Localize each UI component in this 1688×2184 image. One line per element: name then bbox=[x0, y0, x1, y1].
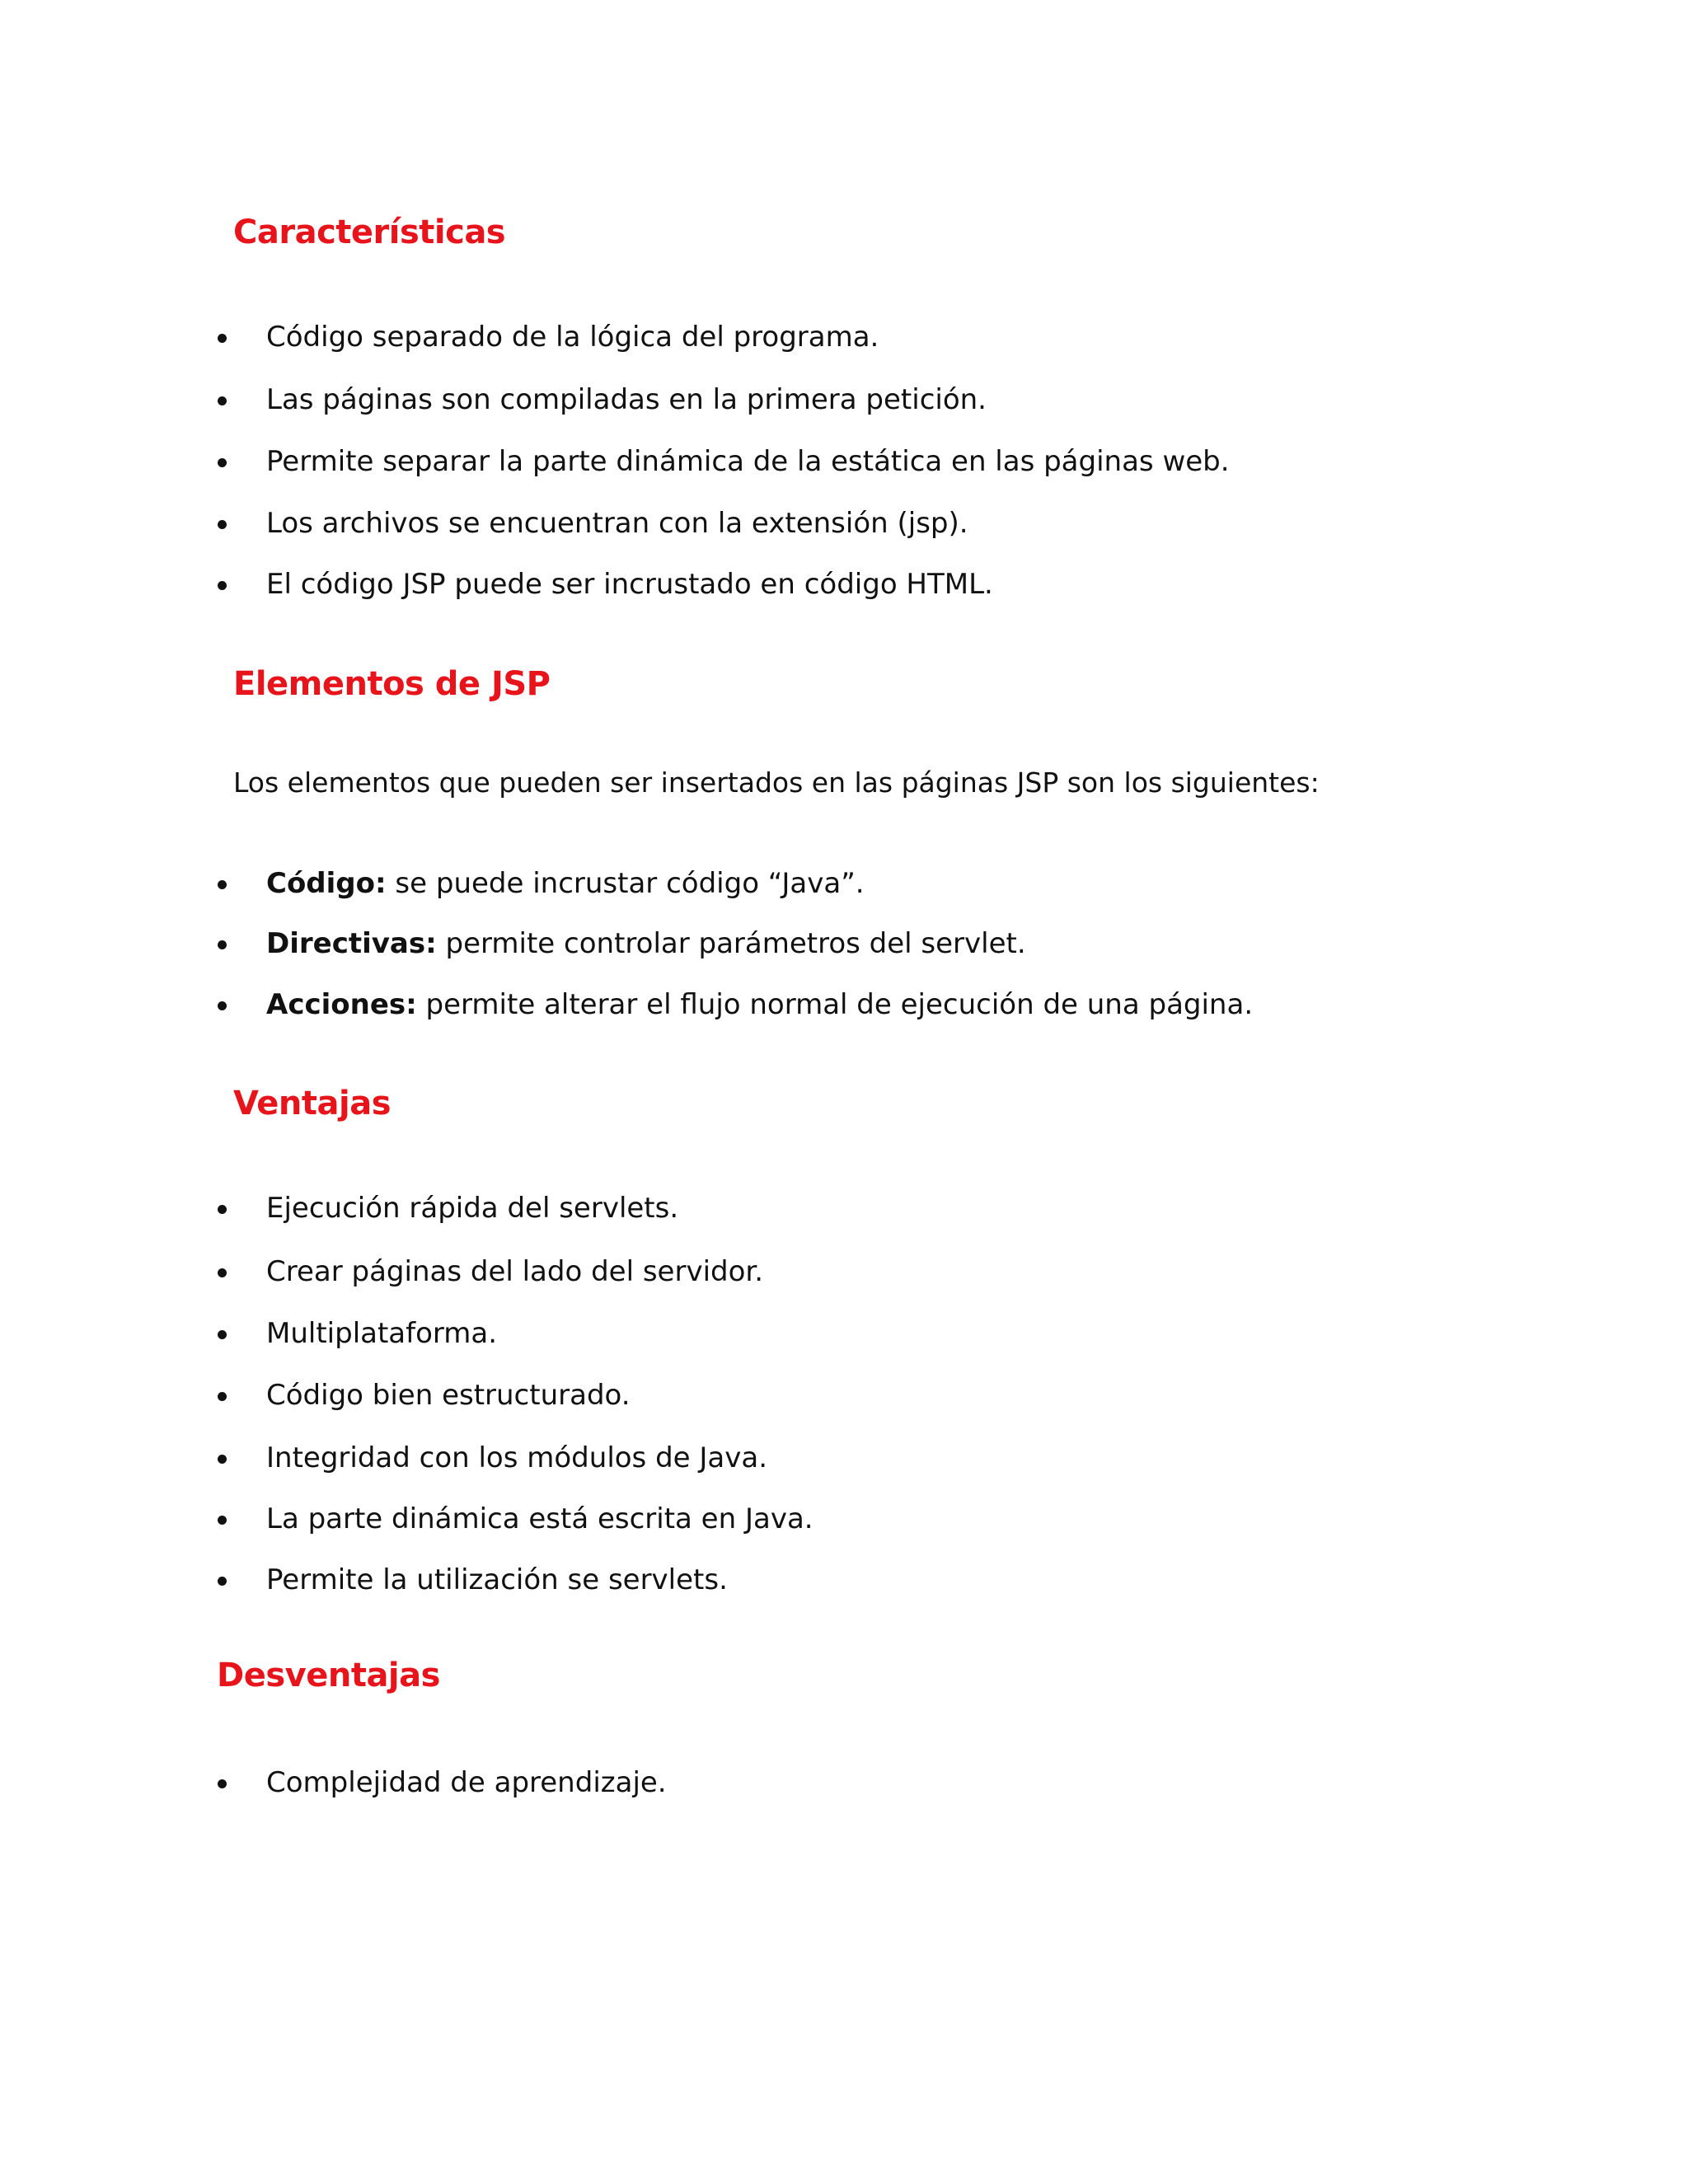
list-item-text: Ejecución rápida del servlets. bbox=[266, 1192, 679, 1225]
list-item-text: Los archivos se encuentran con la extensión (jsp). bbox=[266, 507, 968, 540]
list-item-text: El código JSP puede ser incrustado en código HTML. bbox=[266, 568, 993, 601]
bullet-icon bbox=[218, 1205, 227, 1214]
list-item-text: Permite la utilización se servlets. bbox=[266, 1563, 728, 1596]
term-description: se puede incrustar código “Java”. bbox=[386, 867, 865, 900]
term-label: Código: bbox=[266, 867, 387, 900]
list-item-text bbox=[266, 988, 1254, 1021]
bullet-icon bbox=[218, 396, 227, 405]
bullet-icon bbox=[218, 1268, 227, 1277]
list-item-text: La parte dinámica está escrita en Java. bbox=[266, 1502, 814, 1535]
list-item-text: Crear páginas del lado del servidor. bbox=[266, 1255, 764, 1288]
list-item-text: Código bien estructurado. bbox=[266, 1379, 631, 1412]
heading-desventajas: Desventajas bbox=[217, 1657, 440, 1694]
bullet-icon bbox=[218, 458, 227, 467]
heading-elementos: Elementos de JSP bbox=[233, 665, 551, 703]
bullet-icon bbox=[218, 581, 227, 590]
bullet-icon bbox=[218, 520, 227, 529]
list-item-text: Código separado de la lógica del programa. bbox=[266, 321, 879, 354]
bullet-icon bbox=[218, 1516, 227, 1525]
term-description: permite controlar parámetros del servlet. bbox=[436, 927, 1026, 960]
list-item-text: Complejidad de aprendizaje. bbox=[266, 1766, 667, 1799]
term-description: permite alterar el flujo normal de ejecución de una página. bbox=[416, 988, 1254, 1021]
bullet-icon bbox=[218, 1392, 227, 1401]
bullet-icon bbox=[218, 880, 227, 889]
list-item-text: Multiplataforma. bbox=[266, 1317, 498, 1350]
list-item-text: Las páginas son compiladas en la primera petición. bbox=[266, 383, 987, 416]
bullet-icon bbox=[218, 1001, 227, 1010]
list-item-text: Integridad con los módulos de Java. bbox=[266, 1441, 768, 1474]
bullet-icon bbox=[218, 334, 227, 343]
bullet-icon bbox=[218, 1330, 227, 1339]
term-label: Acciones: bbox=[266, 988, 417, 1021]
heading-ventajas: Ventajas bbox=[233, 1085, 391, 1122]
list-item-text: Permite separar la parte dinámica de la estática en las páginas web. bbox=[266, 445, 1230, 478]
bullet-icon bbox=[218, 1577, 227, 1586]
bullet-icon bbox=[218, 940, 227, 949]
list-item-text bbox=[266, 869, 865, 898]
term-label: Directivas: bbox=[266, 927, 437, 960]
bullet-icon bbox=[218, 1455, 227, 1464]
list-item-text bbox=[266, 927, 1026, 960]
elementos-intro: Los elementos que pueden ser insertados en las páginas JSP son los siguientes: bbox=[233, 766, 1320, 799]
heading-caracteristicas: Características bbox=[233, 213, 506, 251]
bullet-icon bbox=[218, 1779, 227, 1788]
